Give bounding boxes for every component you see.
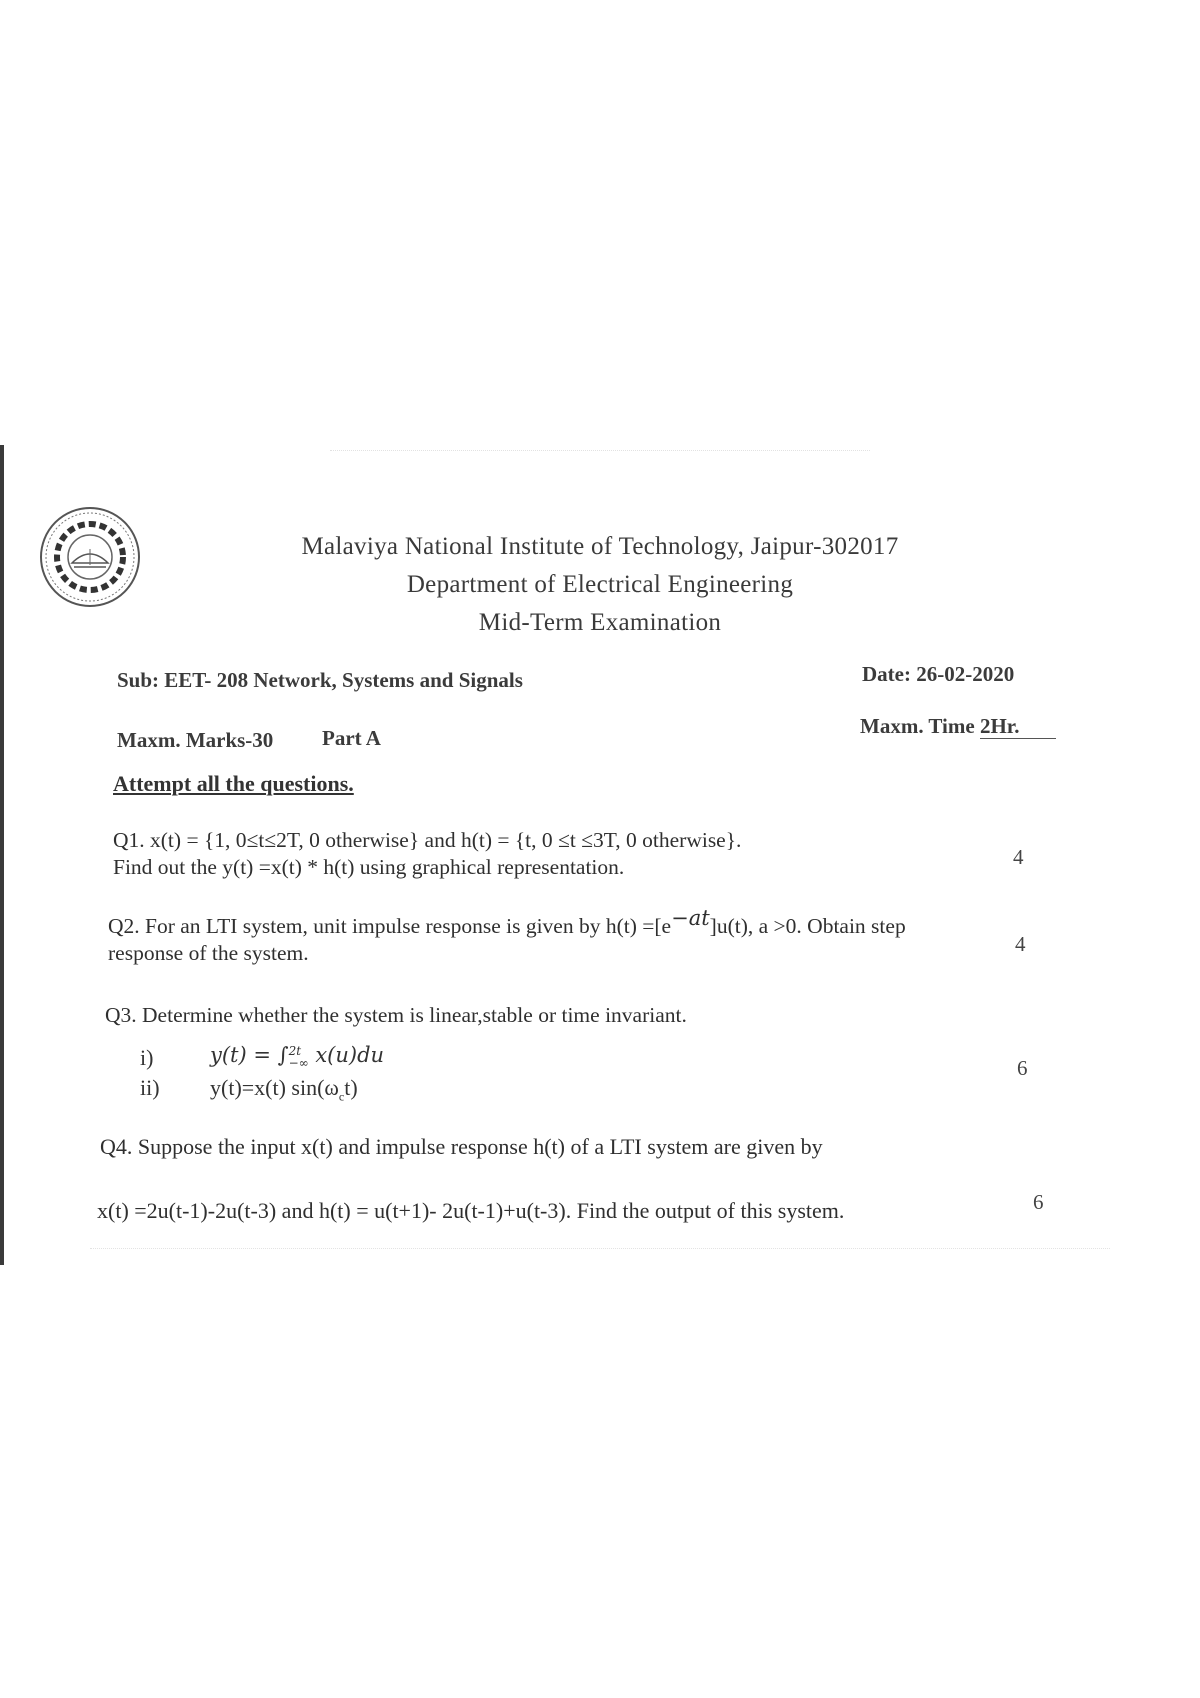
- exam-header: [230, 528, 970, 642]
- q2-marks: 4: [1015, 932, 1026, 956]
- q3-marks: 6: [1017, 1056, 1028, 1080]
- q3-ii-sub: c: [338, 1089, 345, 1104]
- q1-line-2: Find out the y(t) =x(t) * h(t) using graphical representation.: [113, 855, 625, 879]
- q2-text-b: ]u(t), a >0. Obtain step: [709, 914, 906, 939]
- q1-line-1: Q1. x(t) = {1, 0≤t≤2T, 0 otherwise} and h(t) = {t, 0 ≤t ≤3T, 0 otherwise}.: [113, 828, 742, 852]
- q3-part-i-label: i): [140, 1045, 154, 1070]
- q2-line-1: [108, 905, 906, 940]
- q3-line-1: Q3. Determine whether the system is linear,stable or time invariant.: [105, 1003, 687, 1027]
- subject-line: Sub: EET- 208 Network, Systems and Signals: [117, 668, 523, 692]
- question-1: [113, 827, 741, 881]
- scan-edge-mark: [0, 445, 4, 1265]
- q1-marks: 4: [1013, 845, 1024, 869]
- part-label: Part A: [322, 726, 381, 750]
- exam-date: Date: 26-02-2020: [862, 662, 1015, 686]
- q3-i-lower: −∞: [288, 1055, 309, 1070]
- q4-marks: 6: [1033, 1190, 1044, 1214]
- q2-exponent: −at: [671, 906, 710, 930]
- q2-line-2: response of the system.: [108, 941, 309, 966]
- q3-ii-expr: y(t)=x(t) sin(ω: [210, 1075, 339, 1100]
- instruction-heading: Attempt all the questions.: [113, 771, 354, 796]
- q2-text-a: Q2. For an LTI system, unit impulse response is given by h(t) =[e: [108, 914, 672, 939]
- max-marks: Maxm. Marks-30: [117, 728, 274, 752]
- max-time: Maxm. Time 2Hr.: [860, 714, 1020, 738]
- q3-part-ii-label: ii): [140, 1075, 160, 1100]
- q3-i-upper: 2t: [288, 1043, 302, 1058]
- q3-i-expr-a: y(t) = ∫: [210, 1043, 289, 1067]
- question-2: [108, 905, 906, 967]
- q3-i-expr-b: x(u)du: [308, 1043, 385, 1067]
- question-3: [105, 1002, 687, 1029]
- exam-title: Mid-Term Examination: [478, 609, 722, 636]
- question-4-line-1: Q4. Suppose the input x(t) and impulse response h(t) of a LTI system are given by: [100, 1134, 823, 1159]
- question-4-line-2: x(t) =2u(t-1)-2u(t-3) and h(t) = u(t+1)- 2u(t-1)+u(t-3). Find the output of this system.: [97, 1198, 845, 1223]
- scan-noise-line: [330, 450, 870, 465]
- time-underline: [980, 738, 1056, 739]
- scan-bottom-edge: [90, 1248, 1110, 1249]
- institute-name: Malaviya National Institute of Technology, Jaipur-302017: [301, 533, 899, 560]
- q3-part-i-expr: [210, 1043, 384, 1069]
- q3-part-ii-expr: [210, 1075, 358, 1104]
- q3-ii-tail: t): [344, 1075, 358, 1100]
- department-name: Department of Electrical Engineering: [406, 571, 794, 598]
- institute-seal-logo: [38, 505, 142, 609]
